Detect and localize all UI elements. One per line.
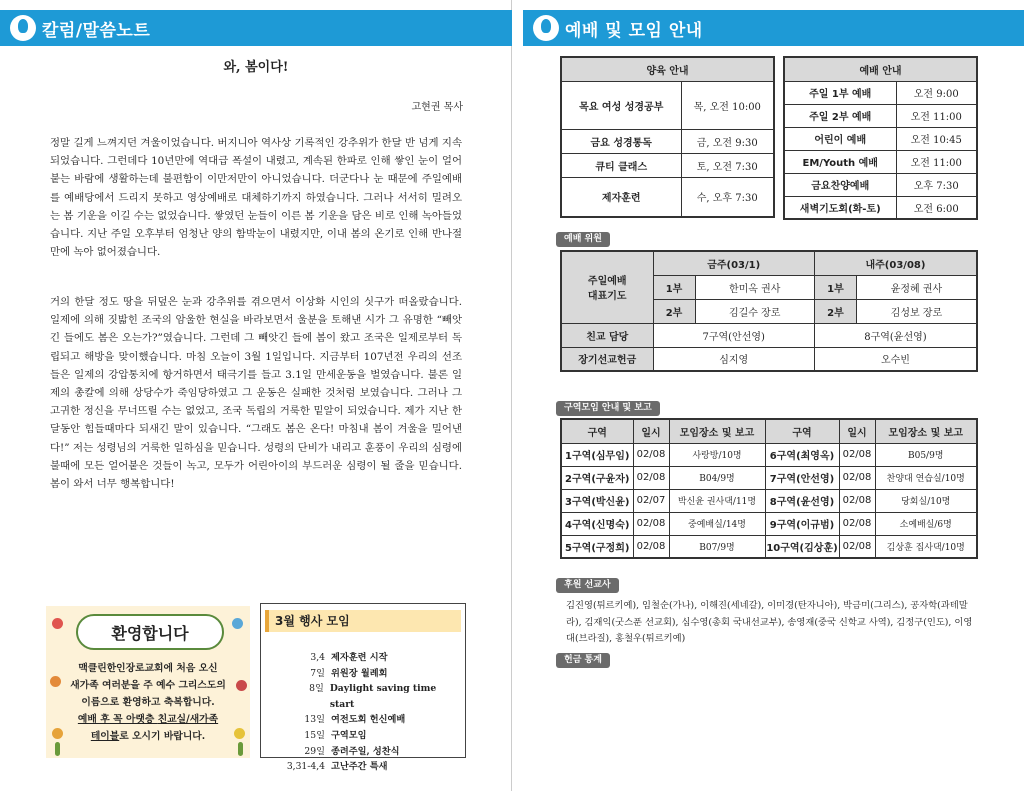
table-row: [561, 512, 977, 535]
welcome-line-part: 테이블: [90, 731, 120, 742]
cell-group-label: 구역모임 안내 및 보고: [556, 401, 660, 416]
welcome-line-part: 예배 후 꼭 아랫층: [77, 714, 158, 725]
event-title: 여전도회 헌신예배: [331, 714, 406, 726]
fellowship-label: 친교 담당: [561, 323, 653, 347]
event-item: [271, 650, 461, 666]
nurture-name: 제자훈련: [561, 177, 681, 217]
cell-place: B05/9명: [875, 443, 977, 466]
welcome-line-part: 친교실/새가족: [157, 714, 219, 725]
column-paragraph-2: 거의 한달 정도 땅을 뒤덮은 눈과 강추위를 겪으면서 이상화 시인의 싯구가 떠올랐습니다. 일제에 의해 짓밟힌 조국의 암울한 현실을 바라보면서 울분을 토해낸 시가 그 유명한 “빼앗긴 들에도 봄은 오는가?”였습니다. 그런데 그 빼앗긴 들에 봄이 왔고 조국은 일제로부터 독립되고 해방을 맞이했습니다. 마침 오늘이 3월 1일입니다. 지금부터 107년전 우리의 선조들은 일제의 강압통치에 항거하면서 태극기를 들고 3.1일 만세운동을 벌였습니다. 불론 일제의 총칼에 의해 상당수가 죽임당하였고 그 운동은 실패한 것처럼 보였습니다. 그러나 그 고귀한 정신을 무너뜨릴 수는 없었고, 조국 독립의 거룩한 밑알이 되었습니다. 제가 지난 한달동안 힘들때마다 되새긴 말이 있습니다. “그래도 봄은 온다! 마침내 봄이 겨울을 밀어낸다!” 저는 성령님의 거룩한 일하심을 믿습니다. 성령의 단비가 내리고 훈풍이 우리의 심령에 불때에 모든 얼어붙은 것들이 녹고, 모두가 어린아이의 부드러운 심령이 될 줄을 믿습니다. 봄이 와서 너무 행복합니다!: [50, 296, 462, 491]
flower-icon: [52, 618, 63, 629]
event-date: 29일: [304, 745, 325, 757]
table-row: [561, 466, 977, 489]
fellowship-next-week: 8구역(윤선영): [814, 323, 977, 347]
welcome-line: 새가족 여러분을 주 예수 그리스도의: [70, 680, 226, 691]
cell-place: 박신윤 권사댁/11명: [669, 489, 765, 512]
welcome-line: 이름으로 환영하고 축복합니다.: [81, 697, 215, 708]
worship-table: [783, 56, 978, 220]
event-date: 3,4: [310, 652, 325, 663]
church-logo-icon: [533, 15, 559, 41]
welcome-line: [50, 728, 246, 745]
service-2-label: 2부: [653, 299, 695, 323]
event-title: 고난주간 특새: [331, 761, 388, 773]
cell-date: 02/08: [839, 489, 875, 512]
welcome-card: [46, 606, 250, 758]
church-logo-icon: [10, 15, 36, 41]
col-header: 구역: [561, 419, 633, 443]
column-header-bar: [0, 10, 512, 46]
prayer-label-line: 주일예배: [587, 276, 627, 288]
cell-place: 당회실/10명: [875, 489, 977, 512]
worship-table-head: 예배 안내: [784, 57, 977, 81]
cell-date: 02/08: [839, 443, 875, 466]
cell-group: 3구역(박신윤): [561, 489, 633, 512]
cell-date: 02/08: [633, 466, 669, 489]
cell-group: 4구역(신명숙): [561, 512, 633, 535]
cell-group: 1구역(심무임): [561, 443, 633, 466]
col-header: 일시: [839, 419, 875, 443]
col-header: 일시: [633, 419, 669, 443]
march-events-box: [260, 603, 466, 773]
cell-group: 8구역(윤선영): [765, 489, 839, 512]
event-item: [271, 759, 461, 775]
cell-place: 찬양대 연습실/10명: [875, 466, 977, 489]
column-title: 와, 봄이다!: [223, 60, 289, 75]
cell-place: B07/9명: [669, 535, 765, 558]
flower-icon: [232, 618, 243, 629]
cell-place: 중예배실/14명: [669, 512, 765, 535]
cell-place: B04/9명: [669, 466, 765, 489]
worship-name: 주일 2부 예배: [784, 104, 896, 127]
worship-name: EM/Youth 예배: [784, 150, 896, 173]
service-1-label: 1부: [653, 275, 695, 299]
nurture-time: 토, 오전 7:30: [681, 153, 774, 177]
cell-group-table: [560, 418, 978, 559]
cell-date: 02/08: [839, 466, 875, 489]
worship-name: 새벽기도회(화-토): [784, 196, 896, 219]
cell-group: 2구역(구윤자): [561, 466, 633, 489]
worship-name: 주일 1부 예배: [784, 81, 896, 104]
col-header: 모임장소 및 보고: [875, 419, 977, 443]
missionary-list: 김진영(튀르키예), 임철순(가나), 이해진(세네갈), 이미경(탄자니아), 박금미(그리스), 공자학(과테말라), 김재익(굿스푼 선교회), 심수영(총회 국내선교부), 송영재(중국 신학교 사역), 김정구(인도), 이영대(브라질), 홍철우(튀르키예): [566, 600, 973, 644]
worship-time: 오전 10:45: [896, 127, 977, 150]
event-item: [271, 728, 461, 744]
march-events-list: [271, 650, 461, 775]
event-date: 8일: [309, 683, 324, 695]
cell-date: 02/08: [839, 512, 875, 535]
nurture-table: [560, 56, 775, 218]
worship-header-title: 예배 및 모임 안내: [565, 20, 703, 41]
next-week-prayer-2: 김성보 장로: [856, 299, 977, 323]
nurture-name: 큐티 클래스: [561, 153, 681, 177]
event-date: 3,31-4,4: [286, 761, 325, 773]
event-date: 7일: [310, 667, 325, 679]
table-row: [561, 443, 977, 466]
worship-name: 금요찬양예배: [784, 173, 896, 196]
this-week-head: 금주(03/1): [653, 251, 814, 275]
this-week-prayer-1: 한미옥 권사: [695, 275, 814, 299]
cell-date: 02/08: [633, 535, 669, 558]
nurture-time: 목, 오전 10:00: [681, 81, 774, 129]
nurture-time: 금, 오전 9:30: [681, 129, 774, 153]
table-row: [561, 535, 977, 558]
nurture-time: 수, 오후 7:30: [681, 177, 774, 217]
mission-next-week: 오수빈: [814, 347, 977, 371]
cell-date: 02/08: [839, 535, 875, 558]
event-title: 구역모임: [331, 729, 367, 741]
service-2-label: 2부: [814, 299, 856, 323]
cell-group: 9구역(이규범): [765, 512, 839, 535]
mission-this-week: 심지영: [653, 347, 814, 371]
cell-place: 사랑방/10명: [669, 443, 765, 466]
table-row: [561, 489, 977, 512]
event-item: [271, 744, 461, 760]
this-week-prayer-2: 김길수 장로: [695, 299, 814, 323]
event-item: [271, 712, 461, 728]
event-date: 15일: [304, 729, 325, 741]
mission-offering-label: 장기선교헌금: [561, 347, 653, 371]
col-header: 구역: [765, 419, 839, 443]
missionary-label: 후원 선교사: [556, 578, 619, 593]
event-title: 제자훈련 시작: [331, 652, 388, 663]
prayer-label-line: 대표기도: [587, 291, 627, 303]
welcome-title: 환영합니다: [111, 623, 189, 643]
welcome-line: 맥클린한인장로교회에 처음 오신: [78, 663, 218, 674]
cell-place: 김상훈 집사댁/10명: [875, 535, 977, 558]
worship-name: 어린이 예배: [784, 127, 896, 150]
worship-header-bar: [523, 10, 1024, 46]
event-item: [271, 666, 461, 682]
col-header: 모임장소 및 보고: [669, 419, 765, 443]
nurture-table-head: 양육 안내: [561, 57, 774, 81]
cell-group: 7구역(안선영): [765, 466, 839, 489]
cell-group: 5구역(구정희): [561, 535, 633, 558]
event-date: 13일: [304, 714, 325, 726]
prayer-label: [561, 251, 653, 323]
fellowship-this-week: 7구역(안선영): [653, 323, 814, 347]
cell-date: 02/07: [633, 489, 669, 512]
welcome-badge: [76, 614, 224, 650]
march-events-title: 3월 행사 모임: [265, 610, 461, 632]
worship-time: 오전 11:00: [896, 104, 977, 127]
column-paragraph-1: 정말 길게 느껴지던 겨울이었습니다. 버지니아 역사상 기록적인 강추위가 한달 반 넘게 지속되었습니다. 그런데다 10년만에 역대급 폭설이 내렸고, 계속된 한파로 인해 쌓인 눈이 얼어붙는 바람에 생활하는데 불편함이 이만저만이 아니었습니다. 더군다나 눈 때문에 주일예배를 예배당에서 드리지 못하고 영상예배로 대체하기까지 하였습니다. 그러나 서서히 밀려오는 봄 기운을 이길 수는 없었습니다. 쌓였던 눈들이 이른 봄 기운을 담은 비로 인해 녹아들었습니다. 지난 주일 오후부터 엄청난 양의 함박눈이 내렸지만, 이내 봄의 온기로 인해 반나절만에 녹아 없어졌습니다.: [50, 137, 462, 259]
next-week-prayer-1: 윤정혜 권사: [856, 275, 977, 299]
event-title: 위원장 월례회: [331, 667, 388, 679]
cell-group: 6구역(최영옥): [765, 443, 839, 466]
cell-place: 소예배실/6명: [875, 512, 977, 535]
event-item: [271, 681, 461, 712]
cell-date: 02/08: [633, 443, 669, 466]
worship-time: 오전 6:00: [896, 196, 977, 219]
welcome-line: [50, 711, 246, 728]
welcome-message: [50, 660, 246, 745]
cell-date: 02/08: [633, 512, 669, 535]
event-title: 종려주일, 성찬식: [331, 745, 400, 757]
welcome-line-part: 로 오시기 바랍니다.: [119, 731, 206, 742]
worship-time: 오전 11:00: [896, 150, 977, 173]
worship-time: 오후 7:30: [896, 173, 977, 196]
event-title: Daylight saving time start: [329, 683, 437, 710]
nurture-name: 금요 성경통독: [561, 129, 681, 153]
cell-group: 10구역(김상훈): [765, 535, 839, 558]
worship-committee-label: 예배 위원: [556, 232, 610, 247]
nurture-name: 목요 여성 성경공부: [561, 81, 681, 129]
worship-time: 오전 9:00: [896, 81, 977, 104]
column-author: 고현권 목사: [411, 102, 463, 113]
next-week-head: 내주(03/08): [814, 251, 977, 275]
service-1-label: 1부: [814, 275, 856, 299]
worship-committee-table: [560, 250, 978, 372]
column-header-title: 칼럼/말씀노트: [42, 20, 151, 41]
offering-stats-label: 헌금 통계: [556, 653, 610, 668]
